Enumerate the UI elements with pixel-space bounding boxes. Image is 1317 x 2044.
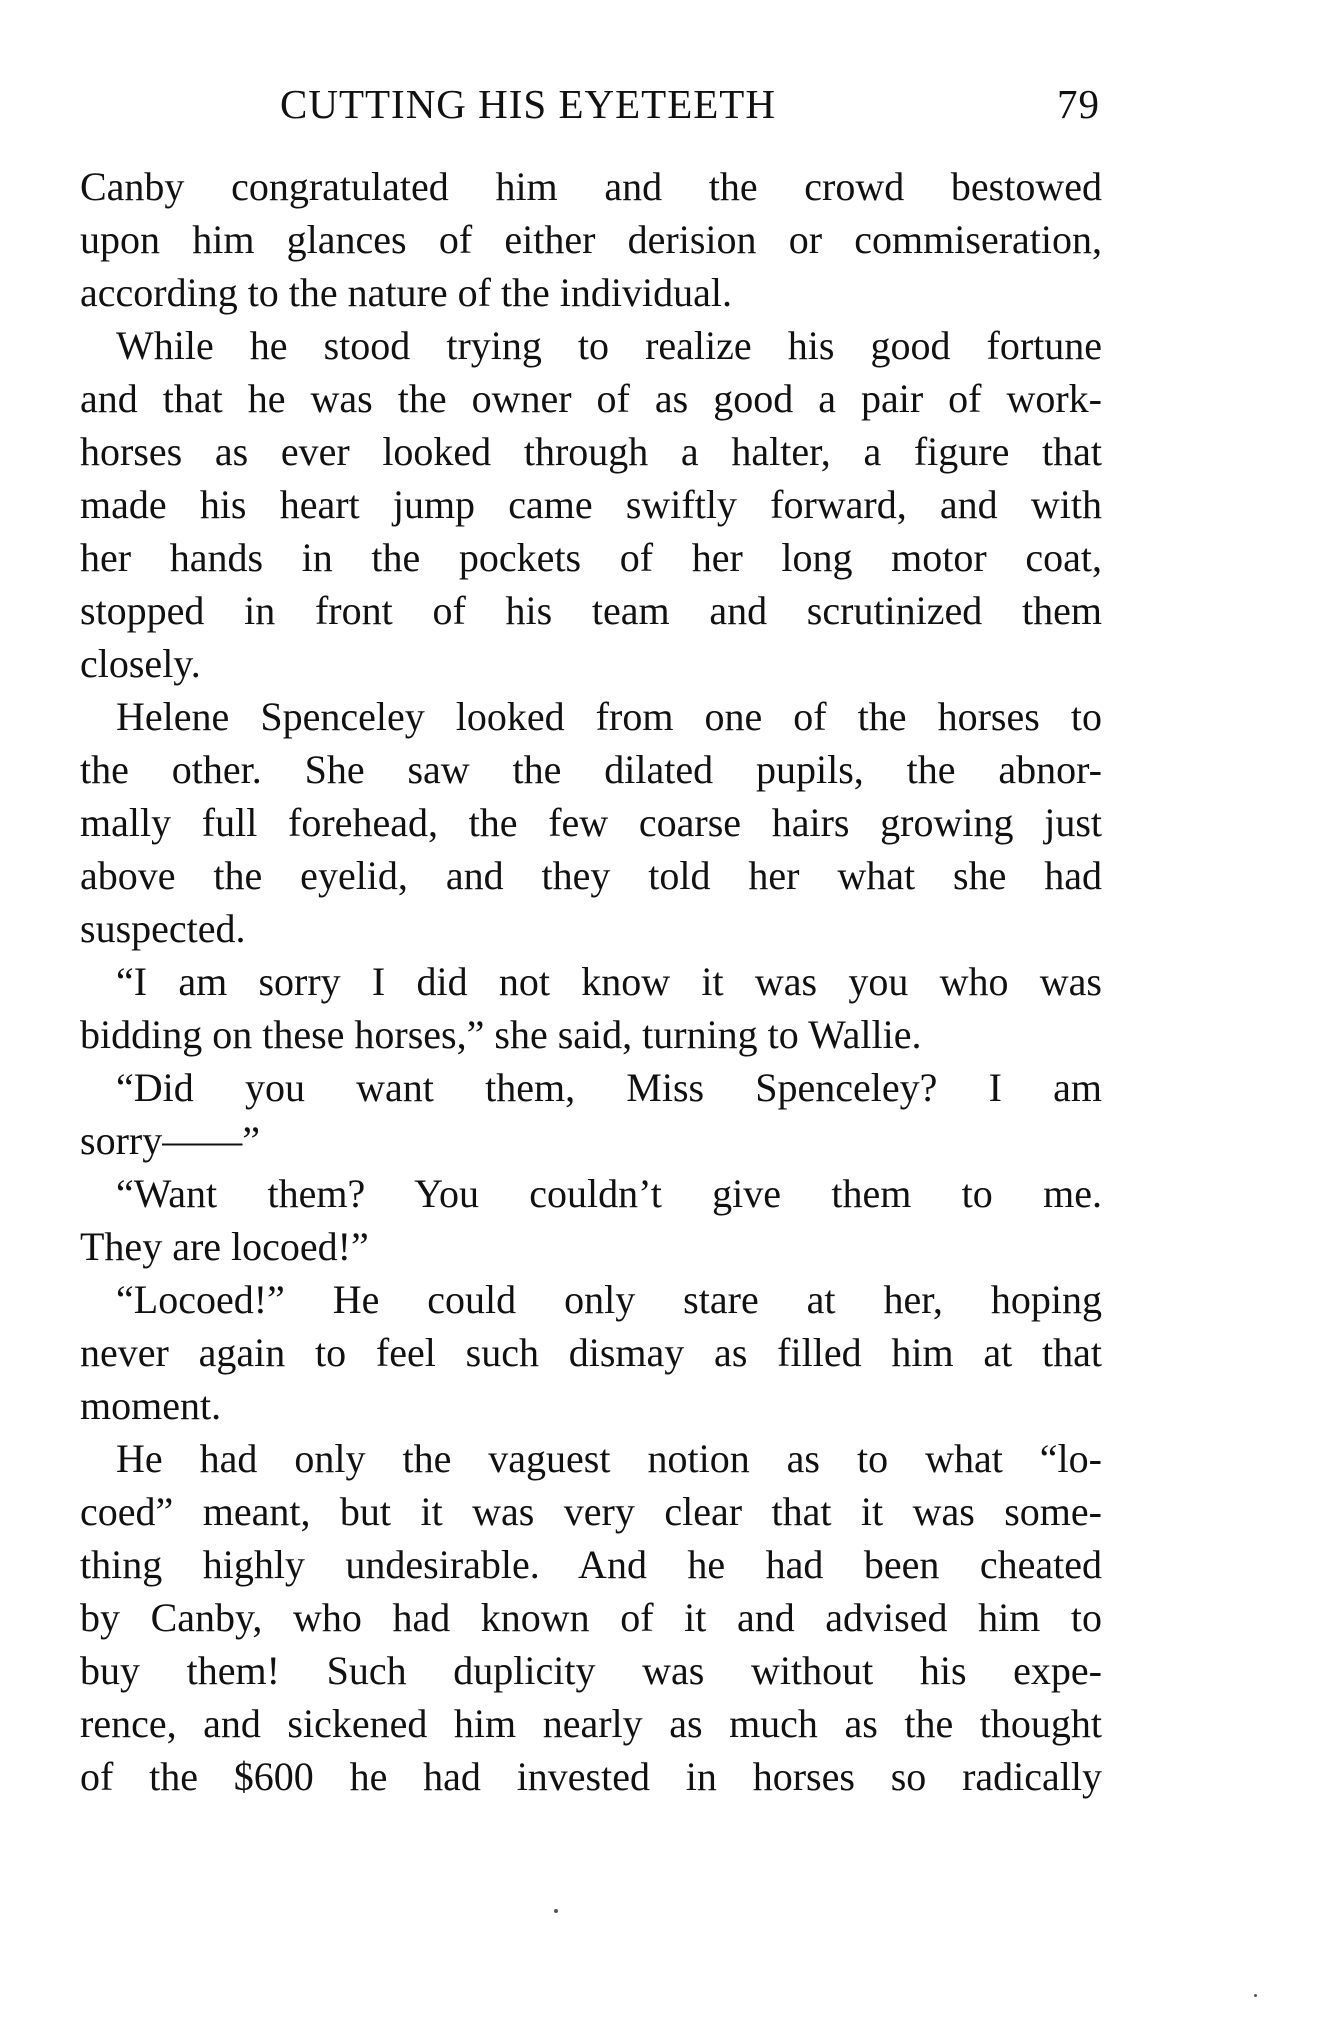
text-line: While he stood trying to realize his good fortune <box>116 323 1102 368</box>
text-line: “Locoed!” He could only stare at her, hoping <box>116 1277 1102 1322</box>
text-line: bidding on these horses,” she said, turning to Wallie. <box>80 1012 922 1057</box>
text-line: coed” meant, but it was very clear that it was some- <box>80 1489 1102 1534</box>
text-line: He had only the vaguest notion as to what “lo- <box>116 1436 1102 1481</box>
text-line: made his heart jump came swiftly forward, and with <box>80 482 1102 527</box>
text-line: “Want them? You couldn’t give them to me. <box>116 1171 1102 1216</box>
text-line: mally full forehead, the few coarse hairs growing just <box>80 800 1102 845</box>
text-line: sorry——” <box>80 1118 260 1163</box>
text-line: according to the nature of the individual. <box>80 270 733 315</box>
text-line: of the $600 he had invested in horses so radically <box>80 1754 1102 1799</box>
text-line: Helene Spenceley looked from one of the horses to <box>116 694 1102 739</box>
text-line: They are locoed!” <box>80 1224 369 1269</box>
text-line: her hands in the pockets of her long motor coat, <box>80 535 1102 580</box>
text-line: horses as ever looked through a halter, a figure that <box>80 429 1102 474</box>
text-line: upon him glances of either derision or commiseration, <box>80 217 1102 262</box>
text-line: and that he was the owner of as good a pair of work- <box>80 376 1102 421</box>
text-line: suspected. <box>80 906 246 951</box>
text-line: buy them! Such duplicity was without his expe- <box>80 1648 1102 1693</box>
text-line: the other. She saw the dilated pupils, the abnor- <box>80 747 1102 792</box>
chapter-title: CUTTING HIS EYETEETH <box>280 81 776 127</box>
running-head <box>280 80 1100 130</box>
text-line: by Canby, who had known of it and advised him to <box>80 1595 1102 1640</box>
text-line: above the eyelid, and they told her what she had <box>80 853 1102 898</box>
scan-speck <box>1254 1994 1257 1997</box>
scan-speck <box>554 1909 558 1913</box>
text-line: rence, and sickened him nearly as much as the thought <box>80 1701 1102 1746</box>
text-line: closely. <box>80 641 201 686</box>
text-line: “Did you want them, Miss Spenceley? I am <box>116 1065 1102 1110</box>
text-line: never again to feel such dismay as filled him at that <box>80 1330 1102 1375</box>
page-number: 79 <box>1057 81 1100 127</box>
text-line: moment. <box>80 1383 222 1428</box>
text-line: thing highly undesirable. And he had been cheated <box>80 1542 1102 1587</box>
text-line: Canby congratulated him and the crowd bestowed <box>80 164 1102 209</box>
text-line: “I am sorry I did not know it was you who was <box>116 959 1102 1004</box>
body-text <box>80 160 1102 1803</box>
text-line: stopped in front of his team and scrutinized them <box>80 588 1102 633</box>
